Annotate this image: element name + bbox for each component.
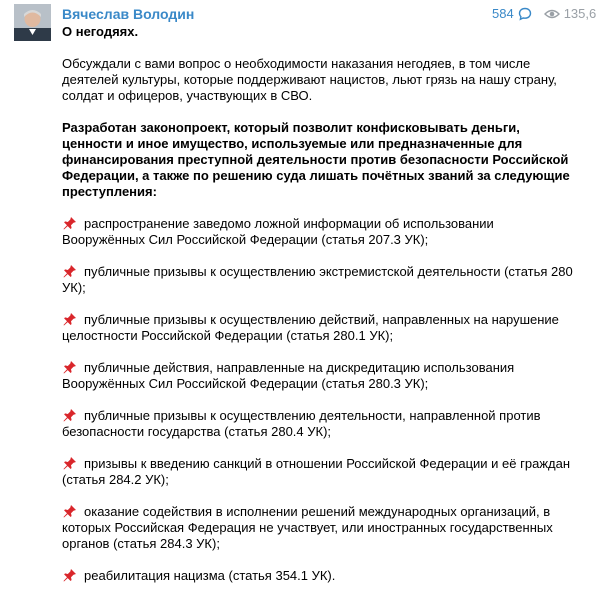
law-description: Разработан законопроект, который позволит конфисковывать деньги, ценности и иное имущество, используемые или предназначенные для финансирования преступной деятельности против безопасности Российской Федерации, а также по решению суда лишать почётных званий за следующие преступления:: [62, 120, 570, 199]
intro-paragraph: Обсуждали с вами вопрос о необходимости наказания негодяев, в том числе деятелей культуры, которые поддерживают нацистов, льют грязь на нашу страну, солдат и офицеров, участвующих в СВО.: [62, 56, 557, 103]
list-item-text: публичные призывы к осуществлению экстремистской деятельности (статья 280 УК);: [62, 264, 573, 295]
list-item: [62, 360, 582, 392]
list-item: [62, 456, 582, 488]
list-item: [62, 408, 582, 440]
list-item-text: реабилитация нацизма (статья 354.1 УК).: [84, 568, 336, 583]
list-item: [62, 312, 582, 344]
pushpin-icon: [62, 504, 78, 518]
list-item: [62, 568, 582, 584]
views-count: 135,6: [563, 6, 596, 21]
author-name[interactable]: Вячеслав Володин: [62, 6, 195, 22]
pushpin-icon: [62, 216, 78, 230]
pushpin-icon: [62, 312, 78, 326]
post-title: О негодяях.: [62, 24, 139, 39]
list-item-text: призывы к введению санкций в отношении Российской Федерации и её граждан (статья 284.2 УК);: [62, 456, 571, 487]
pushpin-icon: [62, 568, 78, 582]
post-stats: [492, 6, 596, 21]
pushpin-icon: [62, 408, 78, 422]
list-item-text: распространение заведомо ложной информации об использовании Вооружённых Сил Российской Федерации (статья 207.3 УК);: [62, 216, 494, 247]
comments-count[interactable]: 584: [492, 6, 514, 21]
list-item: [62, 216, 582, 248]
list-item-text: оказание содействия в исполнении решений международных организаций, в которых Российская Федерация не участвует, или иностранных государственных органов (статья 284.3 УК);: [62, 504, 553, 551]
eye-icon: [544, 8, 560, 20]
pushpin-icon: [62, 264, 78, 278]
post-body: [62, 24, 582, 584]
list-item-text: публичные действия, направленные на дискредитацию использования Вооружённых Сил Российской Федерации (статья 280.3 УК);: [62, 360, 515, 391]
list-item-text: публичные призывы к осуществлению деятельности, направленной против безопасности государства (статья 280.4 УК);: [62, 408, 541, 439]
speech-bubble-icon[interactable]: [518, 7, 532, 21]
list-item: [62, 264, 582, 296]
pushpin-icon: [62, 360, 78, 374]
author-avatar[interactable]: [14, 4, 51, 41]
list-item-text: публичные призывы к осуществлению действий, направленных на нарушение целостности Российской Федерации (статья 280.1 УК);: [62, 312, 559, 343]
pushpin-icon: [62, 456, 78, 470]
list-item: [62, 504, 582, 552]
avatar-image: [14, 4, 51, 41]
